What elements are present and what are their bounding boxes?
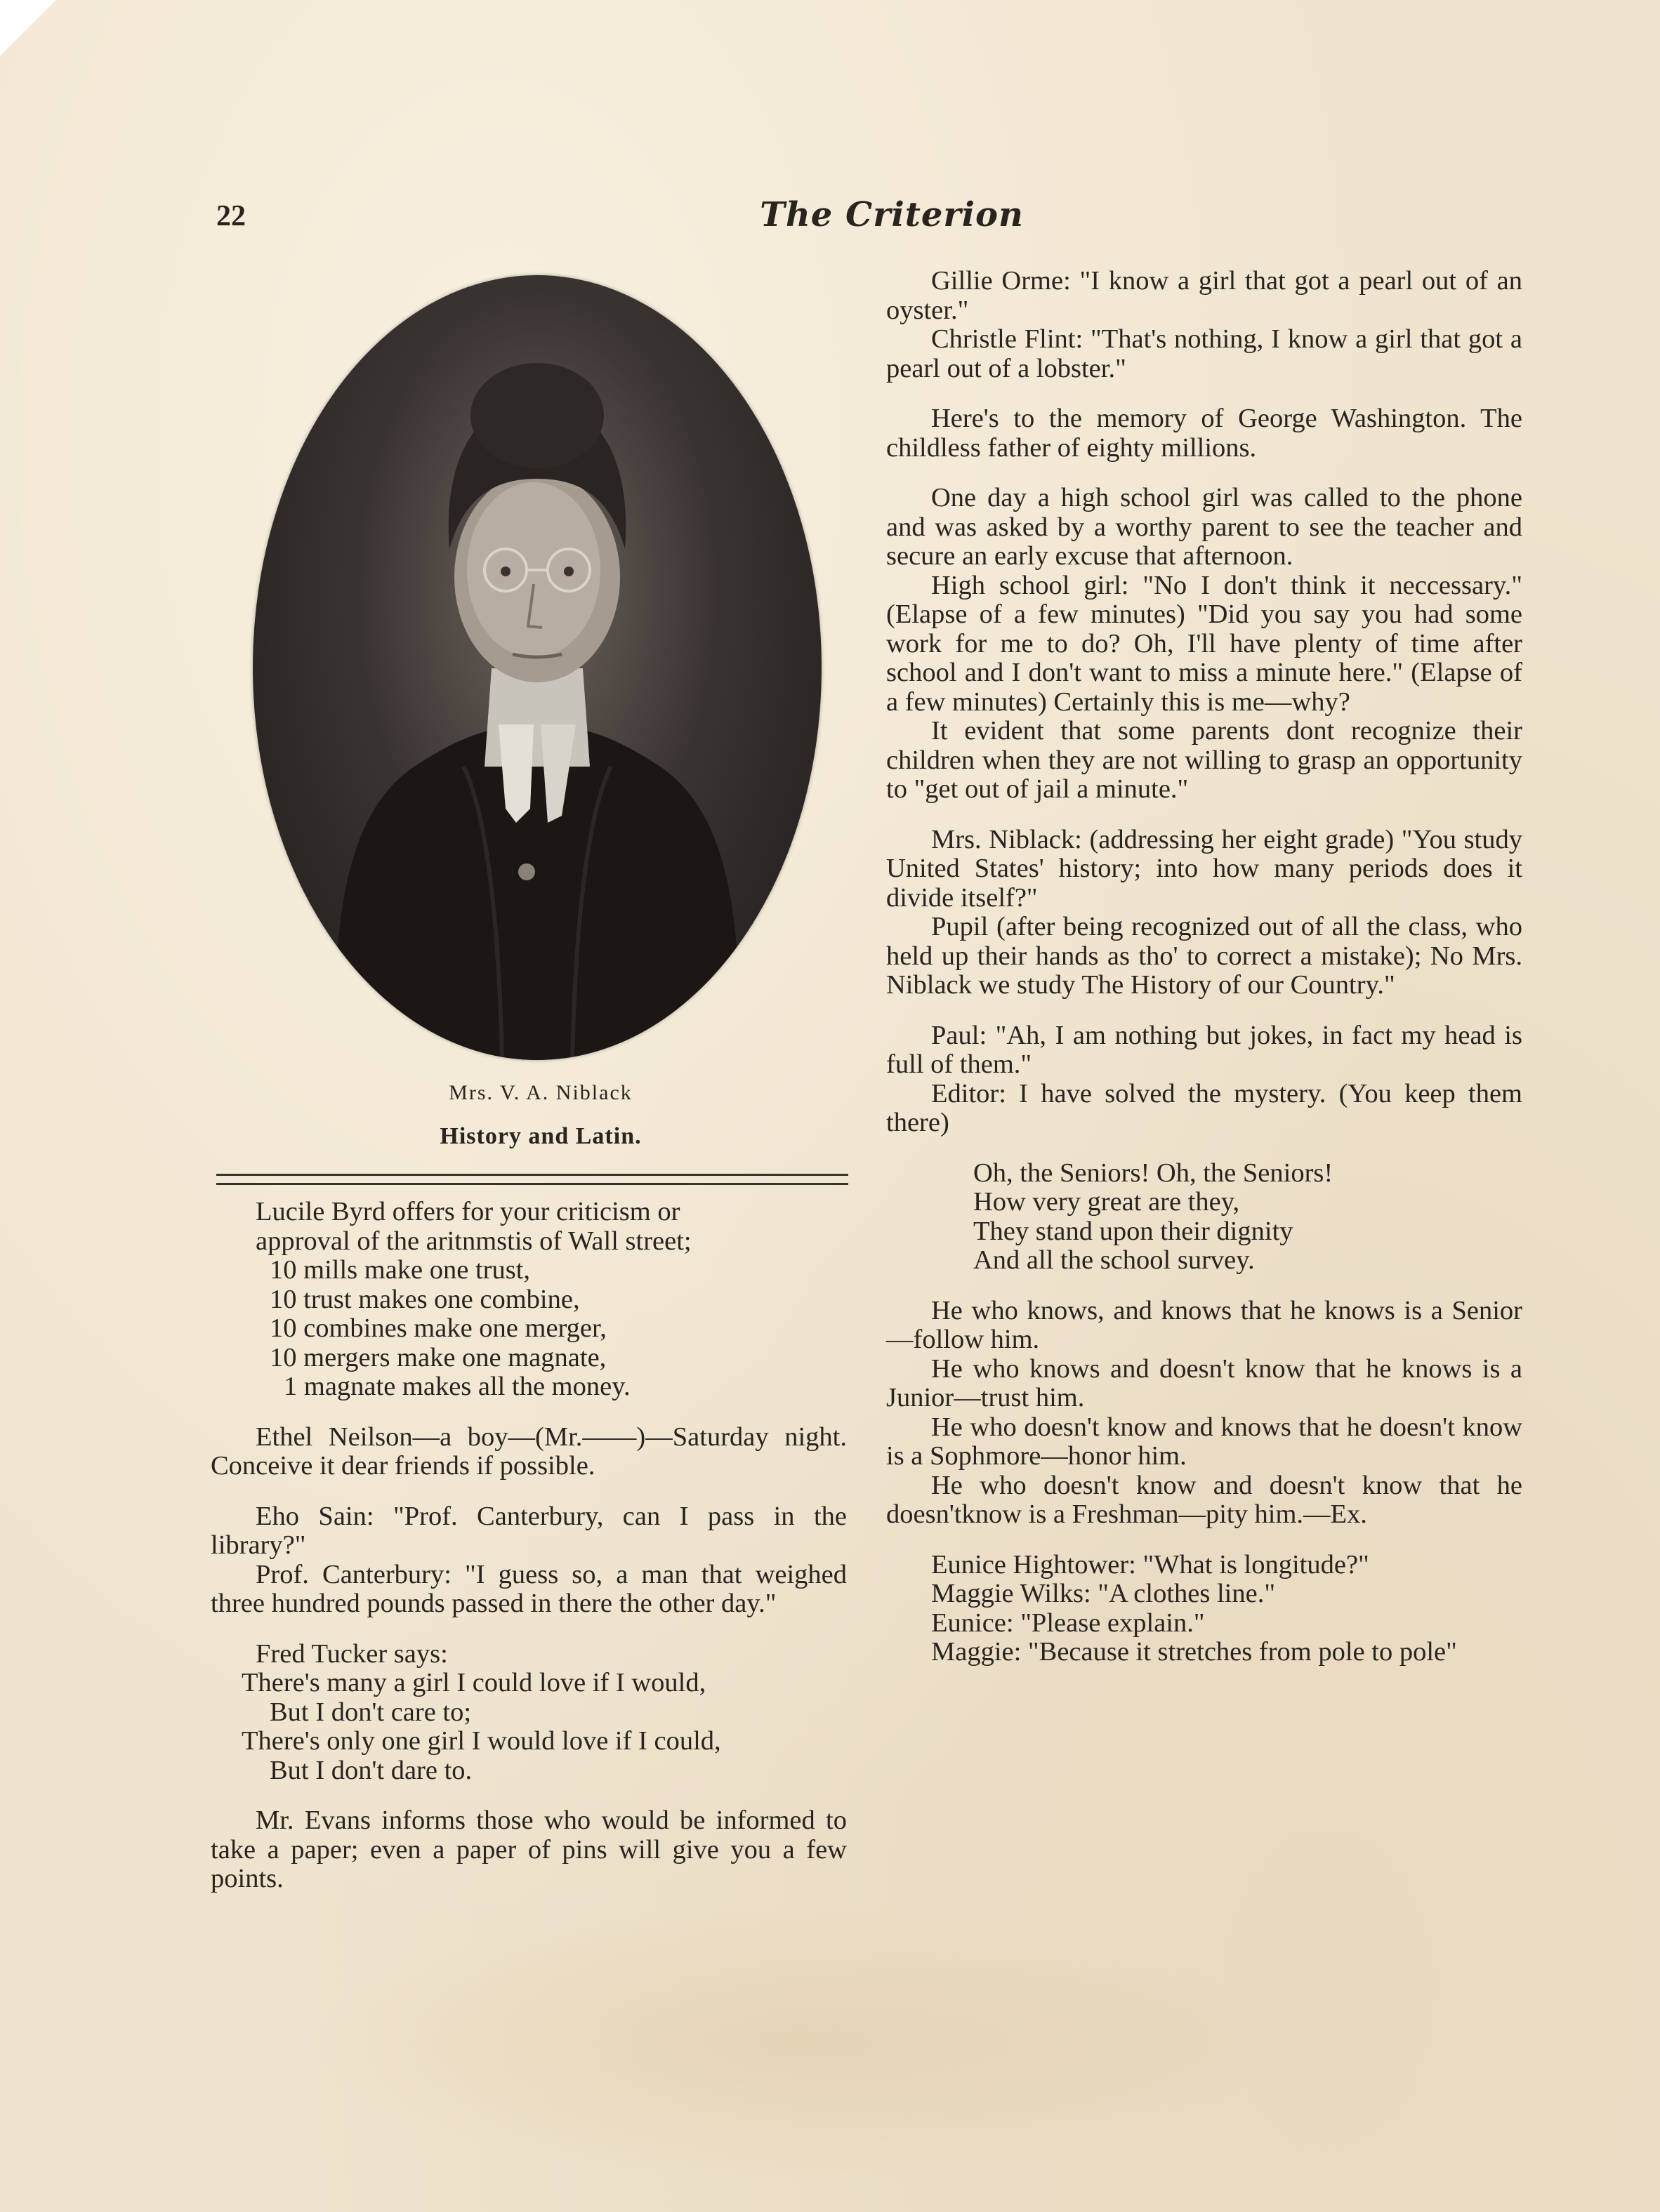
list-item: 1 magnate makes all the money. [284, 1372, 631, 1401]
paragraph: Paul: "Ah, I am nothing but jokes, in fact my head is full of them." [886, 1020, 1522, 1079]
paragraph: Pupil (after being recognized out of all the class, who held up their hands as tho' to correct a mistake); No Mrs. Niblack we study The History of our Country." [886, 912, 1522, 1000]
verse-line: But I don't dare to. [270, 1755, 473, 1785]
text-line: Lucile Byrd offers for your criticism or [256, 1197, 680, 1226]
paragraph: He who knows and doesn't know that he knows is a Junior—trust him. [886, 1353, 1522, 1412]
paragraph: One day a high school girl was called to the phone and was asked by a worthy parent to see the teacher and secure an early excuse that afternoon. [886, 483, 1522, 571]
portrait-caption-name: Mrs. V. A. Niblack [449, 1081, 633, 1104]
verse-line: But I don't care to; [270, 1697, 472, 1727]
paragraph: Here's to the memory of George Washington. The childless father of eighty millions. [886, 404, 1522, 463]
list-item: 10 mills make one trust, [270, 1255, 531, 1285]
paper-stain [267, 1895, 1320, 2190]
paragraph: Christle Flint: "That's nothing, I know a girl that got a pearl out of a lobster." [886, 324, 1522, 383]
paragraph: It evident that some parents dont recognize their children when they are not willing to grasp an opportunity to "get out of jail a minute." [886, 716, 1522, 804]
left-column [211, 1198, 847, 1894]
paragraph: Ethel Neilson—a boy—(Mr.——)—Saturday night. Conceive it dear friends if possible. [211, 1422, 847, 1481]
paragraph: Editor: I have solved the mystery. (You keep them there) [886, 1078, 1522, 1137]
verse-line: There's only one girl I would love if I could, [242, 1726, 721, 1756]
list-item: 10 mergers make one magnate, [270, 1342, 607, 1372]
list-item: 10 combines make one merger, [270, 1313, 607, 1343]
paragraph: Mrs. Niblack: (addressing her eight grade) "You study United States' history; into how many periods does it divide itself?" [886, 824, 1522, 913]
poem-line: How very great are they, [973, 1187, 1240, 1217]
paragraph: Mr. Evans informs those who would be informed to take a paper; even a paper of pins will give you a few points. [211, 1806, 847, 1893]
dialogue-line: Eunice: "Please explain." [931, 1608, 1205, 1638]
verse-line: There's many a girl I could love if I would, [242, 1668, 706, 1697]
poem-line: They stand upon their dignity [973, 1216, 1293, 1246]
double-rule-divider [216, 1174, 848, 1185]
text-line: approval of the aritnmstis of Wall street; [256, 1226, 692, 1256]
paragraph: Maggie: "Because it stretches from pole to pole" [931, 1637, 1457, 1667]
paragraph: High school girl: "No I don't think it neccessary." (Elapse of a few minutes) "Did you say you had some work for me to do? Oh, I'll have plenty of time after school and I don't want to miss a minute here." (Elapse of a few minutes) Certainly this is me—why? [886, 570, 1522, 717]
dialogue-line: Eunice Hightower: "What is longitude?" [931, 1549, 1369, 1579]
poem-line: Oh, the Seniors! Oh, the Seniors! [973, 1158, 1333, 1188]
paragraph: He who doesn't know and knows that he doesn't know is a Sophmore—honor him. [886, 1412, 1522, 1471]
paragraph [211, 1198, 847, 1256]
torn-corner [0, 0, 56, 56]
paragraph: Fred Tucker says: [256, 1638, 448, 1669]
dialogue-line: Maggie Wilks: "A clothes line." [931, 1579, 1276, 1608]
paragraph: He who knows, and knows that he knows is a Senior—follow him. [886, 1295, 1522, 1354]
seniors-poem [886, 1159, 1522, 1276]
portrait-photo [253, 275, 822, 1060]
portrait-caption-subject: History and Latin. [440, 1123, 642, 1149]
dialogue [886, 1551, 1522, 1638]
right-column [886, 267, 1522, 1667]
paragraph: Gillie Orme: "I know a girl that got a pearl out of an oyster." [886, 266, 1522, 325]
page-number: 22 [216, 200, 246, 232]
masthead-title: The Criterion [760, 195, 1024, 234]
poem-line: And all the school survey. [973, 1245, 1255, 1275]
arithmetic-list [211, 1256, 847, 1402]
portrait-figure [253, 275, 822, 1060]
list-item: 10 trust makes one combine, [270, 1284, 580, 1314]
verse [211, 1669, 847, 1785]
paragraph: Prof. Canterbury: "I guess so, a man that weighed three hundred pounds passed in there the other day." [211, 1559, 847, 1618]
paragraph: He who doesn't know and doesn't know that he doesn'tknow is a Freshman—pity him.—Ex. [886, 1470, 1522, 1529]
paragraph: Eho Sain: "Prof. Canterbury, can I pass in the library?" [211, 1501, 847, 1560]
